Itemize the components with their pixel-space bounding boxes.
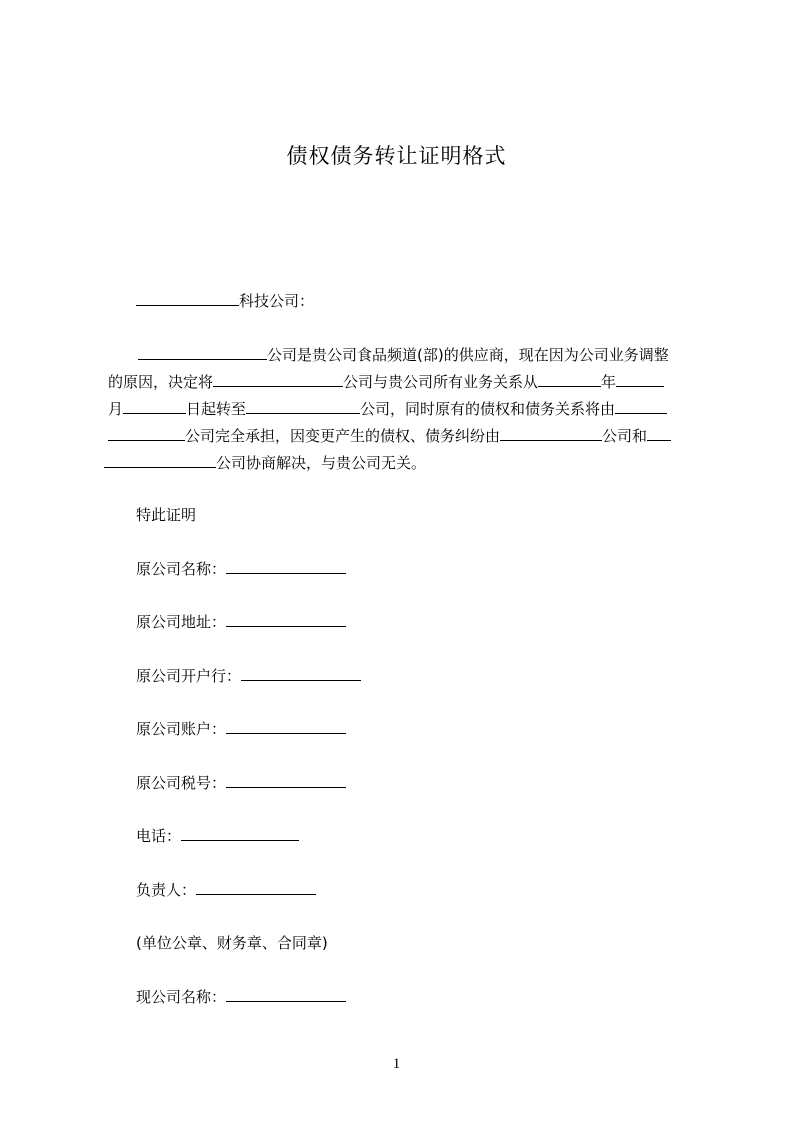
field-label: 原公司账户：: [136, 720, 227, 738]
field-orig-bank: [136, 666, 361, 686]
page-number: 1: [392, 1056, 401, 1072]
certify-text: 特此证明: [136, 506, 197, 524]
field-blank: [226, 612, 346, 627]
field-orig-address: [136, 612, 346, 632]
field-label: 原公司开户行：: [136, 667, 242, 685]
field-blank: [226, 559, 346, 574]
blank-company-2: [213, 372, 343, 387]
paragraph-text-2a: 的原因，决定将: [108, 373, 214, 391]
blank-party-b: [104, 453, 216, 468]
paragraph-text-3a: 月: [108, 400, 124, 418]
addressee-text: 科技公司：: [239, 292, 315, 310]
field-label: 负责人：: [136, 881, 197, 899]
paragraph-text-4b: 公司和: [602, 427, 648, 445]
paragraph-line-3: [108, 399, 667, 419]
field-blank: [181, 826, 299, 841]
blank-party-a: [500, 426, 602, 441]
blank-supplier: [138, 345, 267, 360]
paragraph-line-2: [108, 372, 664, 392]
field-blank: [241, 666, 361, 681]
blank-bearer-a: [615, 399, 667, 414]
field-label: 原公司税号：: [136, 774, 227, 792]
blank-company: [136, 291, 239, 306]
document-title: 债权债务转让证明格式: [286, 144, 507, 168]
field-orig-name: [136, 559, 346, 579]
paragraph-text-2c: 年: [601, 373, 617, 391]
paragraph-text-3b: 日起转至: [186, 400, 247, 418]
paragraph-text-4a: 公司完全承担，因变更产生的债权、债务纠纷由: [185, 427, 501, 445]
blank-month: [123, 399, 186, 414]
field-blank: [226, 773, 346, 788]
blank-new-company: [246, 399, 360, 414]
field-blank: [196, 880, 316, 895]
field-label: 电话：: [136, 827, 182, 845]
paragraph-text-2b: 公司与贵公司所有业务关系从: [343, 373, 539, 391]
paragraph-line-4: [108, 426, 671, 446]
field-person: [136, 880, 316, 900]
field-label: 原公司名称：: [136, 560, 227, 578]
field-blank: [226, 987, 346, 1002]
blank-year: [538, 372, 601, 387]
paragraph-text-1: 公司是贵公司食品频道(部)的供应商，现在因为公司业务调整: [267, 346, 669, 364]
blank-month-a: [616, 372, 664, 387]
blank-bearer: [108, 426, 185, 441]
field-new-name: [136, 987, 346, 1007]
paragraph-text-5: 公司协商解决，与贵公司无关。: [216, 454, 427, 472]
addressee-line: [136, 291, 314, 311]
field-label: 原公司地址：: [136, 613, 227, 631]
field-phone: [136, 826, 299, 846]
field-blank: [226, 719, 346, 734]
blank-party-b-a: [647, 426, 671, 441]
seal-note: (单位公章、财务章、合同章): [136, 934, 328, 952]
paragraph-line-5: [104, 453, 426, 473]
field-label: 现公司名称：: [136, 988, 227, 1006]
paragraph-line-1: [138, 345, 669, 365]
paragraph-text-3c: 公司，同时原有的债权和债务关系将由: [360, 400, 616, 418]
field-orig-account: [136, 719, 346, 739]
field-orig-tax: [136, 773, 346, 793]
